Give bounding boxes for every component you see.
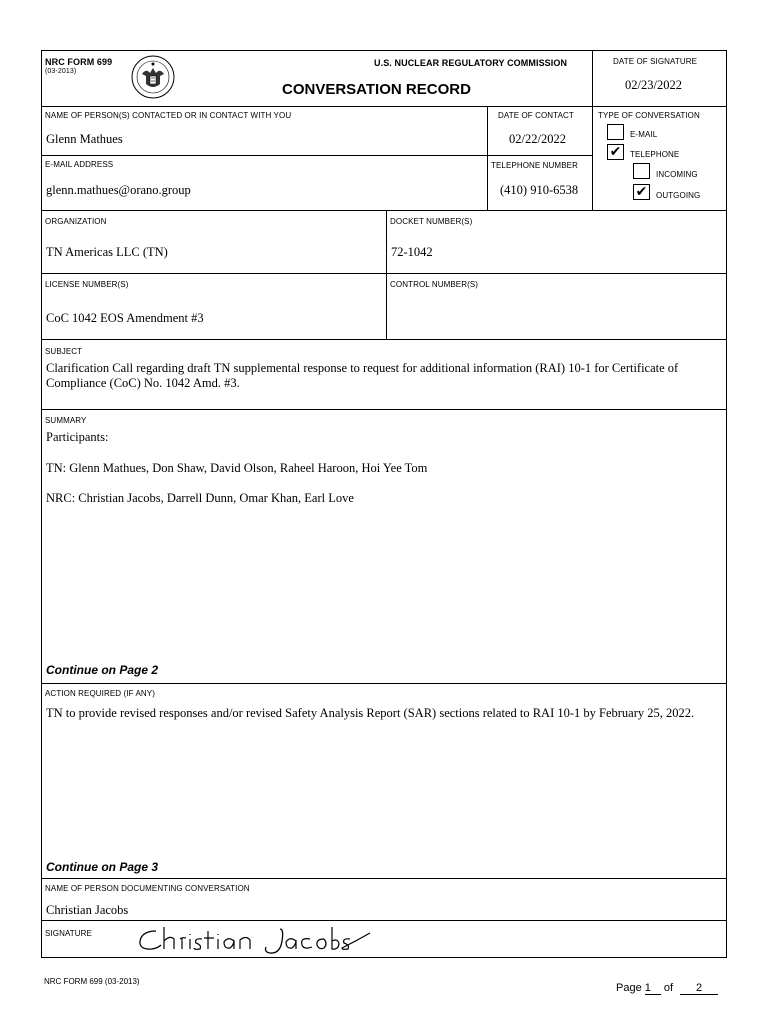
subject-label: SUBJECT — [45, 347, 83, 356]
subject-cell — [42, 339, 726, 410]
docket-value: 72-1042 — [391, 245, 433, 259]
action-cell — [42, 683, 726, 879]
outgoing-checkbox[interactable]: ✔ — [633, 184, 650, 200]
nrc-seal — [130, 54, 176, 100]
documenter-cell — [42, 878, 726, 921]
documenter-value: Christian Jacobs — [46, 903, 129, 917]
email-label: E-MAIL ADDRESS — [45, 160, 114, 169]
email-cell — [42, 155, 487, 211]
email-checkbox[interactable] — [607, 124, 624, 140]
conversation-record-form — [41, 50, 727, 958]
incoming-option-label: INCOMING — [656, 170, 698, 179]
action-label: ACTION REQUIRED (IF ANY) — [45, 689, 155, 698]
email-option-label: E-MAIL — [630, 130, 658, 139]
page-of-label: of — [663, 982, 674, 994]
form-revision: (03-2013) — [45, 68, 77, 75]
date-of-signature-label: DATE OF SIGNATURE — [613, 57, 698, 66]
name-cell — [42, 106, 487, 156]
control-label: CONTROL NUMBER(S) — [390, 280, 479, 289]
header-section — [42, 51, 592, 107]
type-of-conversation-label: TYPE OF CONVERSATION — [598, 111, 700, 120]
summary-label: SUMMARY — [45, 416, 87, 425]
signature-image — [134, 923, 374, 957]
email-value: glenn.mathues@orano.group — [46, 183, 191, 197]
name-label: NAME OF PERSON(S) CONTACTED OR IN CONTACT WITH YOU — [45, 111, 292, 120]
outgoing-option-label: OUTGOING — [656, 191, 701, 200]
date-of-contact-value: 02/22/2022 — [509, 132, 566, 146]
summary-cell — [42, 409, 726, 684]
form-title: CONVERSATION RECORD — [282, 81, 471, 98]
license-label: LICENSE NUMBER(S) — [45, 280, 129, 289]
page-label: Page — [616, 982, 642, 994]
telephone-cell — [487, 155, 592, 211]
license-value: CoC 1042 EOS Amendment #3 — [46, 311, 204, 325]
date-of-signature-value: 02/23/2022 — [625, 78, 682, 92]
agency-name: U.S. NUCLEAR REGULATORY COMMISSION — [374, 58, 568, 68]
type-of-conversation-cell — [592, 106, 726, 211]
date-of-contact-label: DATE OF CONTACT — [498, 111, 574, 120]
documenter-label: NAME OF PERSON DOCUMENTING CONVERSATION — [45, 884, 250, 893]
license-cell — [42, 273, 386, 340]
page-indicator — [616, 982, 718, 995]
summary-continue-note: Continue on Page 2 — [46, 663, 159, 677]
organization-cell — [42, 210, 386, 274]
telephone-option-label: TELEPHONE — [630, 150, 680, 159]
signature-cell — [42, 920, 726, 957]
page-current: 1 — [645, 982, 661, 995]
summary-participants-heading: Participants: — [46, 430, 109, 444]
telephone-label: TELEPHONE NUMBER — [491, 161, 578, 170]
nrc-seal-icon — [130, 54, 176, 100]
organization-value: TN Americas LLC (TN) — [46, 245, 168, 259]
handwritten-signature — [134, 923, 374, 957]
telephone-value: (410) 910-6538 — [500, 183, 579, 197]
control-cell — [386, 273, 726, 340]
signature-label: SIGNATURE — [45, 929, 92, 938]
docket-label: DOCKET NUMBER(S) — [390, 217, 473, 226]
footer-form-id: NRC FORM 699 (03-2013) — [44, 977, 140, 986]
incoming-checkbox[interactable] — [633, 163, 650, 179]
date-of-contact-cell — [487, 106, 592, 156]
summary-nrc-participants: NRC: Christian Jacobs, Darrell Dunn, Omar Khan, Earl Love — [46, 491, 354, 505]
date-of-signature-cell — [592, 51, 726, 107]
summary-tn-participants: TN: Glenn Mathues, Don Shaw, David Olson, Raheel Haroon, Hoi Yee Tom — [46, 461, 428, 475]
telephone-checkbox[interactable]: ✔ — [607, 144, 624, 160]
docket-cell — [386, 210, 726, 274]
page-total: 2 — [680, 982, 718, 995]
subject-value: Clarification Call regarding draft TN supplemental response to request for additional information (RAI) 10-1 for Certificate of Compliance (CoC) No. 1042 Amd. #3. — [46, 361, 679, 390]
contact-name: Glenn Mathues — [46, 132, 123, 146]
organization-label: ORGANIZATION — [45, 217, 107, 226]
form-number: NRC FORM 699 — [45, 57, 113, 67]
action-value: TN to provide revised responses and/or revised Safety Analysis Report (SAR) sections related to RAI 10-1 by February 25, 2022. — [46, 706, 695, 720]
action-continue-note: Continue on Page 3 — [46, 860, 159, 874]
